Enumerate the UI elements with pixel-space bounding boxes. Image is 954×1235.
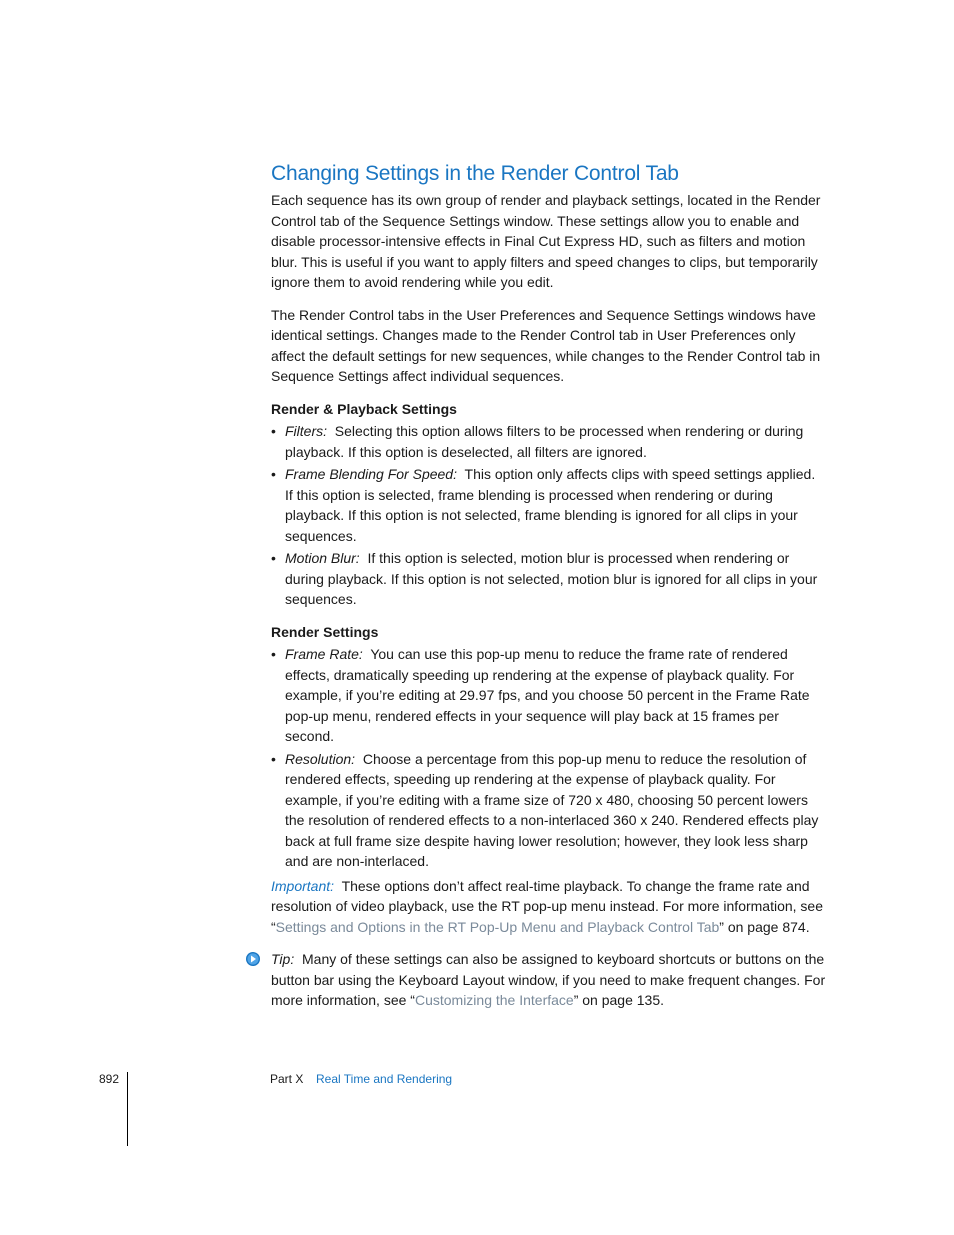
bullet: • — [271, 646, 276, 662]
intro-paragraph-2: The Render Control tabs in the User Preferences and Sequence Settings windows have identical settings. Changes made to the Render Control tab in User Preferences only affect the default settings for new sequences, while changes to the Render Control tab in Sequence Settings affect individual sequences. — [271, 306, 821, 384]
list-item — [271, 644, 826, 747]
bullet: • — [271, 550, 276, 566]
tip-note — [271, 949, 826, 1011]
footer-part: Part X — [270, 1072, 304, 1086]
footer-divider — [127, 1072, 128, 1146]
item-term: Frame Blending For Speed: — [285, 466, 457, 482]
important-after: ” on page 874. — [719, 918, 810, 935]
bullet: • — [271, 750, 276, 767]
item-text: Choose a percentage from this pop-up menu to reduce the resolution of rendered effects, speeding up rendering at the expense of playback quality. For example, if you’re editing with a frame size of 720 x 480, choosing 50 percent lowers the resolution of rendered effects to a non-interlaced 360 x 240. Rendered effects play back at full frame size despite having lower resolution; however, they look less sharp and are non-interlaced. — [285, 750, 819, 869]
item-term: Frame Rate: — [285, 646, 363, 662]
page-title: Changing Settings in the Render Control Tab — [271, 162, 679, 185]
item-term: Filters: — [285, 423, 327, 439]
important-text: These options don’t affect real-time playback. To change the frame rate and resolution of video playback, use the RT pop-up menu instead. For more information, see “ — [271, 877, 824, 935]
bullet: • — [271, 466, 276, 482]
list-item — [271, 749, 826, 872]
render-settings-list — [271, 644, 826, 872]
item-term: Resolution: — [285, 750, 356, 767]
item-text: This option only affects clips with speed settings applied. If this option is selected, frame blending is processed when rendering or during playback. If this option is not selected, frame blending is ignored for all clips in your sequences. — [285, 466, 816, 544]
section-heading-render: Render Settings — [271, 623, 379, 640]
list-item — [271, 464, 826, 546]
list-item — [271, 421, 826, 462]
footer-part-name[interactable]: Real Time and Rendering — [316, 1072, 453, 1086]
render-playback-list — [271, 421, 826, 610]
tip-label: Tip: — [271, 951, 295, 967]
page-content — [271, 160, 826, 1011]
customizing-interface-link[interactable]: Customizing the Interface — [414, 992, 574, 1008]
item-text: You can use this pop-up menu to reduce the frame rate of rendered effects, dramatically speeding up rendering at the expense of playback quality. For example, if you’re editing at 29.97 fps, and you choose 50 percent in the Frame Rate pop-up menu, rendered effects in your sequence will play back at 15 frames per second. — [285, 646, 810, 744]
intro-paragraph-1: Each sequence has its own group of render and playback settings, located in the Render Control tab of the Sequence Settings window. These settings allow you to enable and disable processor-intensive effects in Final Cut Express HD, such as filters and motion blur. This is useful if you want to apply filters and speed changes to clips, but temporarily ignore them to avoid rendering while you edit. — [271, 192, 821, 290]
list-item — [271, 548, 826, 610]
tip-after: ” on page 135. — [573, 992, 664, 1008]
page-number: 892 — [99, 1072, 120, 1086]
important-label: Important: — [271, 877, 335, 894]
tip-arrow-icon — [245, 951, 261, 967]
rt-popup-link[interactable]: Settings and Options in the RT Pop-Up Menu and Playback Control Tab — [275, 918, 720, 935]
item-text: Selecting this option allows filters to be processed when rendering or during playback. If this option is deselected, all filters are ignored. — [285, 423, 804, 460]
tip-text: Many of these settings can also be assigned to keyboard shortcuts or buttons on the button bar using the Keyboard Layout window, if you need to make frequent changes. For more information, see “ — [271, 951, 826, 1008]
important-note — [271, 876, 826, 938]
item-term: Motion Blur: — [285, 550, 360, 566]
section-heading-render-playback: Render & Playback Settings — [271, 400, 457, 417]
bullet: • — [271, 423, 276, 439]
item-text: If this option is selected, motion blur is processed when rendering or during playback. If this option is not selected, motion blur is ignored for all clips in your sequences. — [285, 550, 818, 607]
